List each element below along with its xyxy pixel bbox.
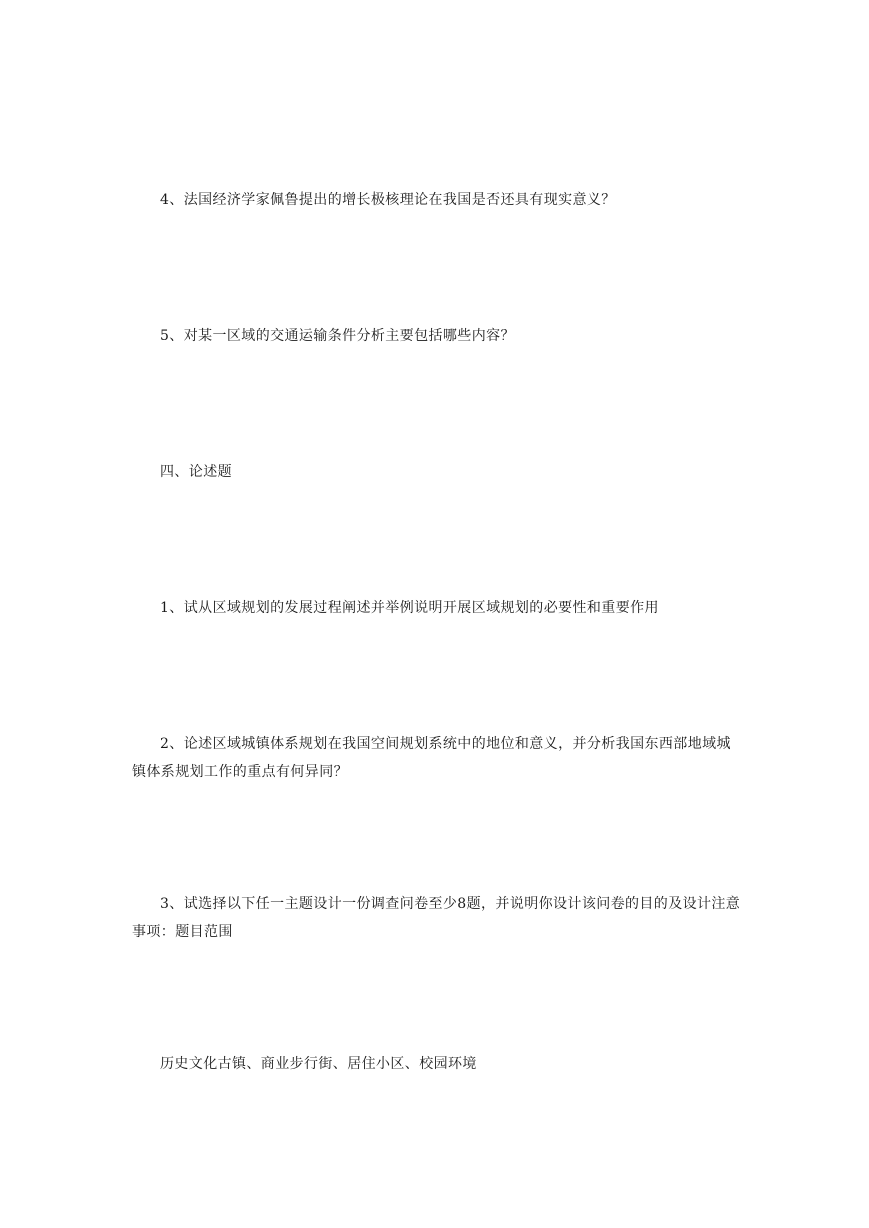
essay-question-3: 3、试选择以下任一主题设计一份调查问卷至少8题，并说明你设计该问卷的目的及设计注意事项：题目范围 [132, 896, 741, 940]
section-heading-essay: 四、论述题 [160, 464, 232, 480]
essay-question-2: 2、论述区域城镇体系规划在我国空间规划系统中的地位和意义，并分析我国东西部地域城镇体系规划工作的重点有何异同？ [132, 736, 731, 780]
question-5-short-answer: 5、对某一区域的交通运输条件分析主要包括哪些内容？ [160, 328, 515, 344]
question-4-short-answer: 4、法国经济学家佩鲁提出的增长极核理论在我国是否还具有现实意义？ [160, 192, 616, 208]
topic-options: 历史文化古镇、商业步行街、居住小区、校园环境 [160, 1056, 477, 1072]
essay-question-1: 1、试从区域规划的发展过程阐述并举例说明开展区域规划的必要性和重要作用 [160, 600, 659, 616]
